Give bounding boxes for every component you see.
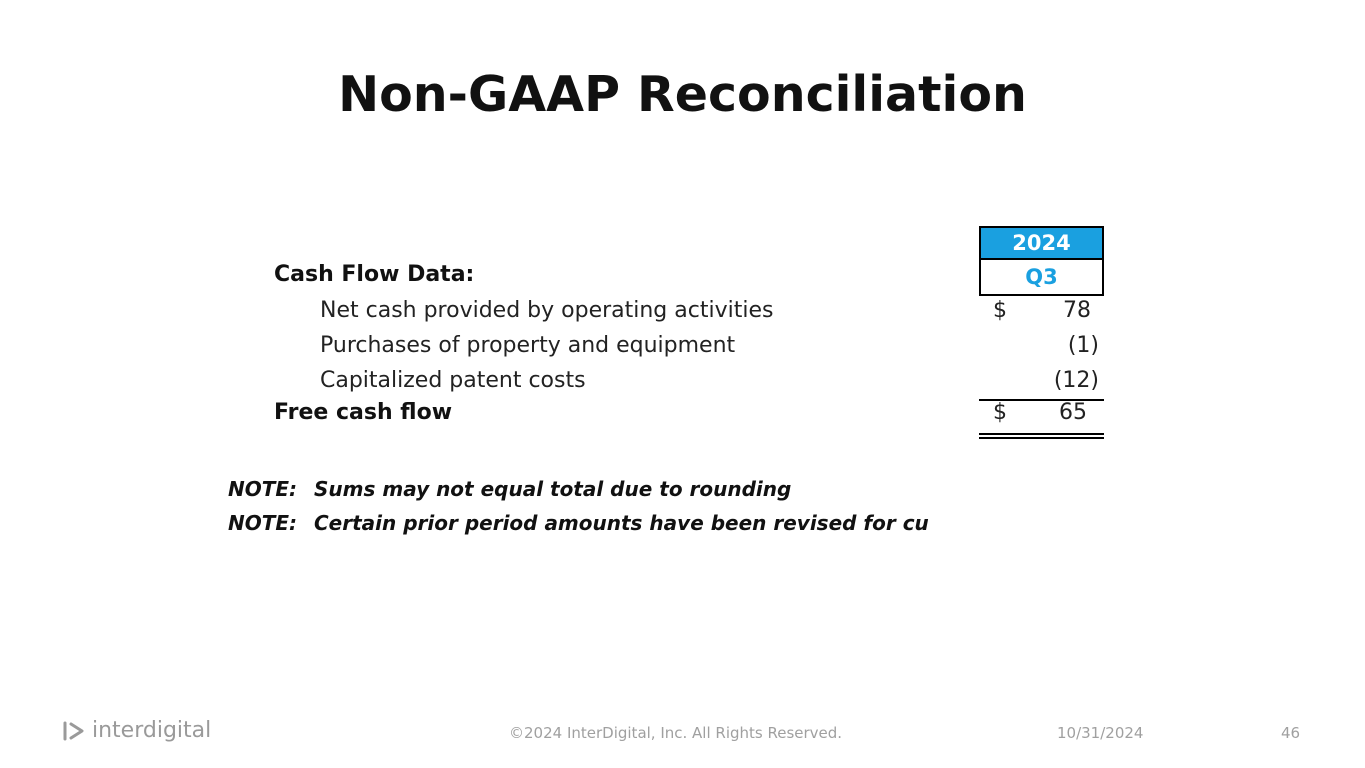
note-prefix: NOTE: xyxy=(228,477,298,501)
total-double-rule-bottom xyxy=(979,437,1104,439)
page-number: 46 xyxy=(1281,724,1301,742)
section-label: Cash Flow Data: xyxy=(274,262,475,287)
row-value-property: (1) xyxy=(1067,333,1099,358)
copyright: ©2024 InterDigital, Inc. All Rights Reserved. xyxy=(509,724,843,742)
note-text: Sums may not equal total due to rounding xyxy=(314,477,792,501)
row-currency-operating: $ xyxy=(993,298,1007,323)
total-value: 65 xyxy=(1059,400,1087,425)
year-header: 2024 xyxy=(979,226,1104,260)
row-label-operating: Net cash provided by operating activities xyxy=(320,298,774,323)
row-label-patent: Capitalized patent costs xyxy=(320,368,586,393)
note-revised xyxy=(228,511,978,535)
note-text: Certain prior period amounts have been revised for cu xyxy=(314,511,929,535)
note-prefix: NOTE: xyxy=(228,511,298,535)
total-double-rule-top xyxy=(979,433,1104,435)
footer-date: 10/31/2024 xyxy=(1057,724,1144,742)
quarter-header: Q3 xyxy=(979,260,1104,296)
interdigital-logo-icon xyxy=(62,720,86,742)
total-currency: $ xyxy=(993,400,1007,425)
company-logo xyxy=(62,718,211,743)
note-rounding xyxy=(228,477,791,501)
slide-title: Non-GAAP Reconciliation xyxy=(338,66,1027,123)
total-label: Free cash flow xyxy=(274,400,453,425)
row-value-operating: 78 xyxy=(1063,298,1091,323)
row-value-patent: (12) xyxy=(1053,368,1099,393)
row-label-property: Purchases of property and equipment xyxy=(320,333,736,358)
logo-text: interdigital xyxy=(92,718,212,743)
